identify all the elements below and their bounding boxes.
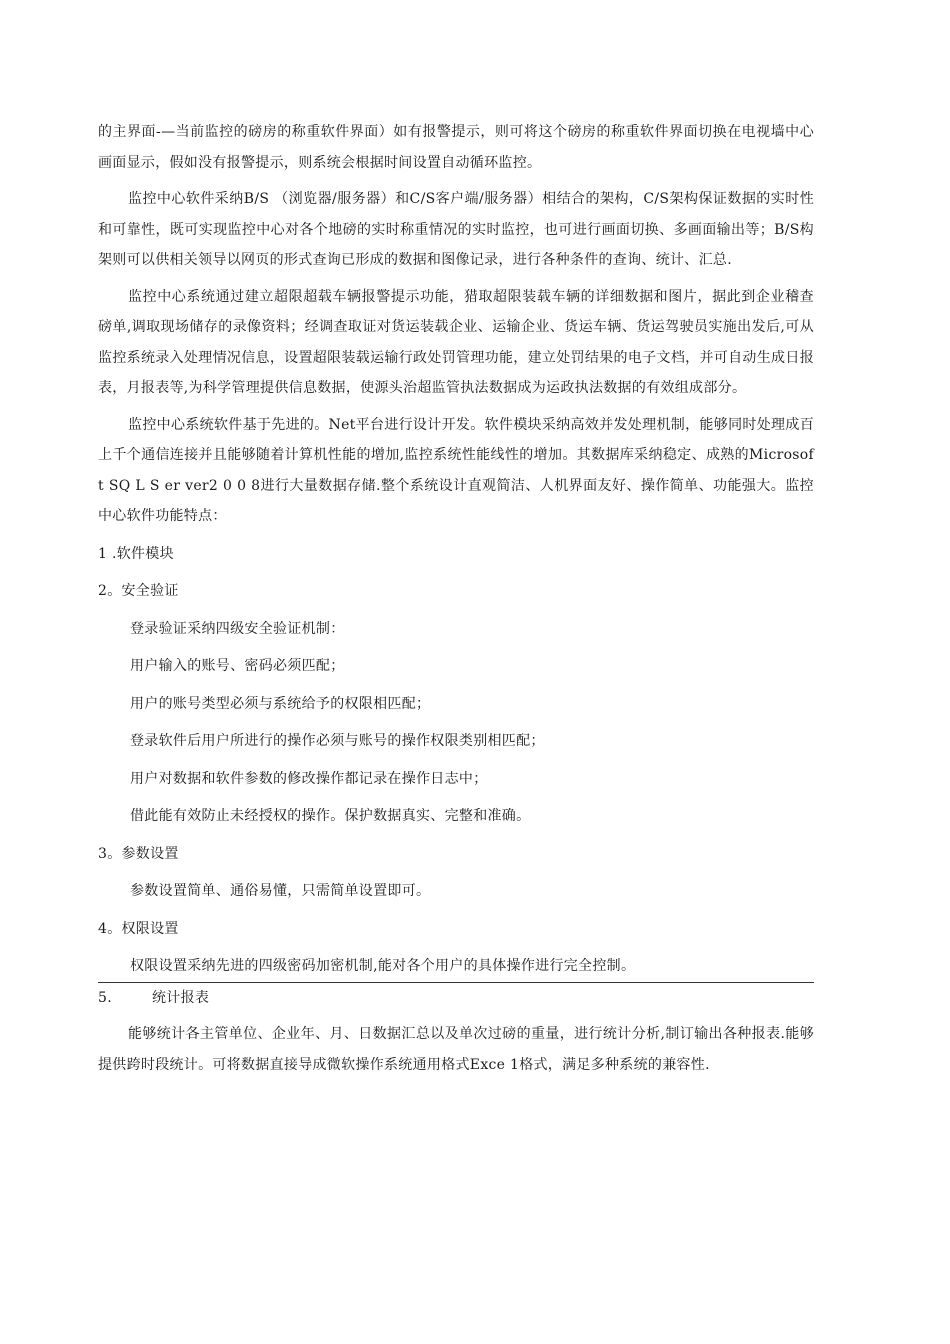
paragraph-intro-continuation: 的主界面-—当前监控的磅房的称重软件界面）如有报警提示，则可将这个磅房的称重软件界面切换在电视墙中心画面显示，假如没有报警提示，则系统会根据时间设置自动循环监控。 bbox=[98, 124, 814, 171]
document-page bbox=[98, 117, 814, 1080]
section-heading-security: 2。安全验证 bbox=[98, 583, 179, 599]
permissions-text: 权限设置采纳先进的四级密码加密机制,能对各个用户的具体操作进行完全控制。 bbox=[130, 958, 636, 974]
security-item: 登录验证采纳四级安全验证机制： bbox=[130, 620, 345, 637]
paragraph-platform: 监控中心系统软件基于先进的。Net平台进行设计开发。软件模块采纳高效并发处理机制，能够同时处理成百上千个通信连接并且能够随着计算机性能的增加,监控系统性能线性的增加。其数据库采纳稳定、成熟的Microsof t SQ L S er ver2 0 0 8进行大量数据存储.整个系统设计直观简洁、人机界面友好、操作简单、功能强大。监控中心软件功能特点： bbox=[98, 416, 814, 524]
security-item: 登录软件后用户所进行的操作必须与账号的操作权限类别相匹配； bbox=[130, 733, 545, 749]
statistics-text: 能够统计各主管单位、企业年、月、日数据汇总以及单次过磅的重量，进行统计分析,制订输出各种报表.能够提供跨时段统计。可将数据直接导成微软操作系统通用格式Exce 1格式，满足多种系统的兼容性. bbox=[98, 1026, 814, 1073]
section-number: 5. bbox=[98, 989, 112, 1006]
paragraph-architecture: 监控中心软件采纳B/S （浏览器/服务器）和C/S客户端/服务器）相结合的架构，C/S架构保证数据的实时性和可靠性，既可实现监控中心对各个地磅的实时称重情况的实时监控，也可进行画面切换、多画面输出等；B/S构架则可以供相关领导以网页的形式查询已形成的数据和图像记录，进行各种条件的查询、统计、汇总. bbox=[98, 191, 814, 268]
section-heading-parameters: 3。参数设置 bbox=[98, 845, 179, 862]
security-item: 用户对数据和软件参数的修改操作都记录在操作日志中； bbox=[130, 770, 488, 787]
parameters-text: 参数设置简单、通俗易懂，只需简单设置即可。 bbox=[130, 883, 431, 899]
security-item: 用户的账号类型必须与系统给予的权限相匹配； bbox=[130, 695, 431, 712]
security-item: 借此能有效防止未经授权的操作。保护数据真实、完整和准确。 bbox=[130, 808, 531, 824]
section-heading-statistics bbox=[98, 983, 814, 1014]
section-heading-permissions: 4。权限设置 bbox=[98, 920, 179, 937]
section-title: 统计报表 bbox=[152, 989, 210, 1006]
section-heading-software-modules: 1 .软件模块 bbox=[98, 545, 174, 562]
paragraph-overload-alarm: 监控中心系统通过建立超限超载车辆报警提示功能，猎取超限装载车辆的详细数据和图片，据此到企业稽查磅单,调取现场储存的录像资料；经调查取证对货运装载企业、运输企业、货运车辆、货运驾驶员实施出发后,可从监控系统录入处理情况信息，设置超限装载运输行政处罚管理功能，建立处罚结果的电子文档，并可自动生成日报表，月报表等,为科学管理提供信息数据，使源头治超监管执法数据成为运政执法数据的有效组成部分。 bbox=[98, 288, 814, 396]
security-item: 用户输入的账号、密码必须匹配； bbox=[130, 658, 345, 674]
